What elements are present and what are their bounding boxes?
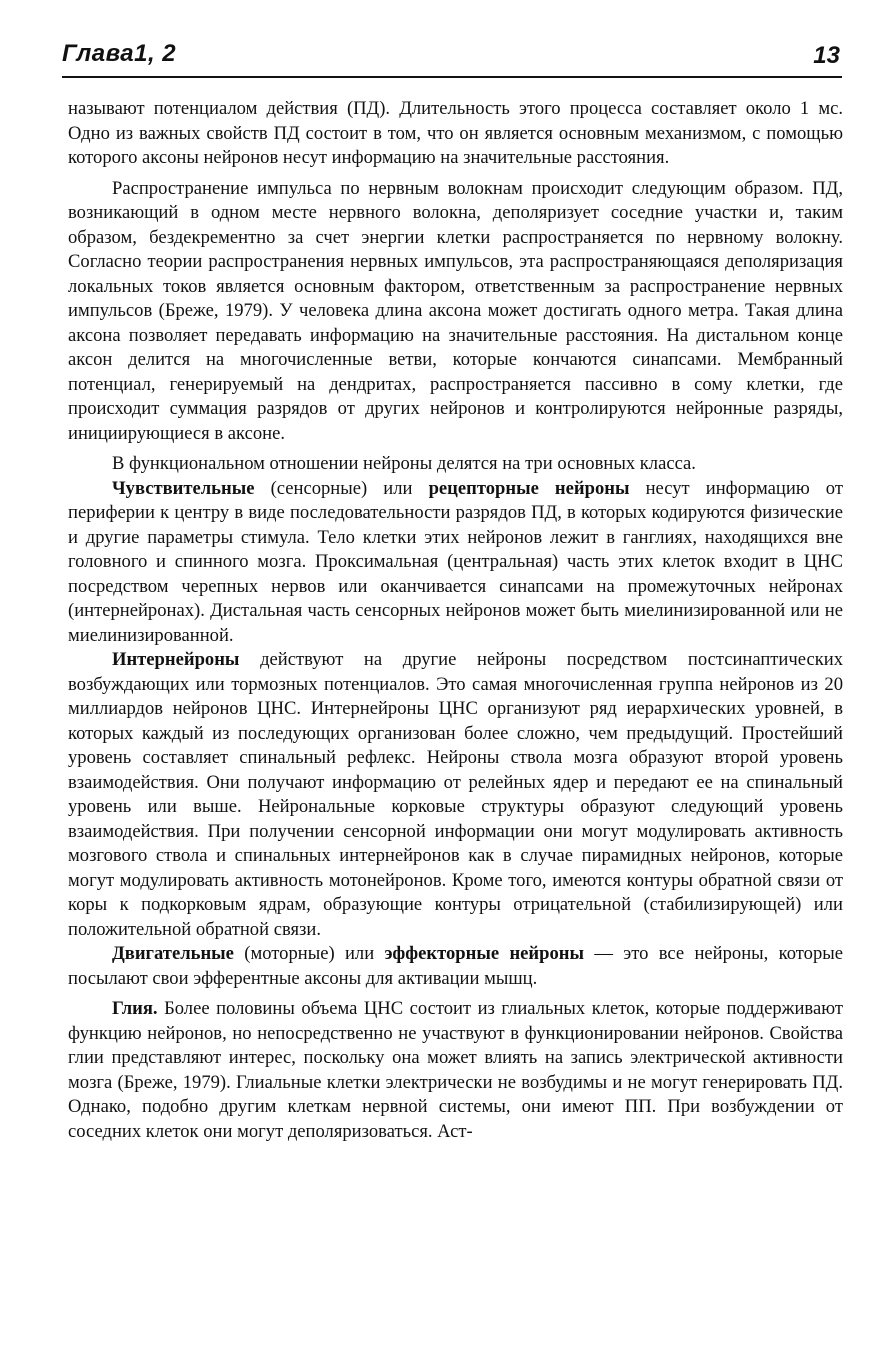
paragraph-sensory-neurons bbox=[68, 477, 843, 649]
paragraph-text: Более половины объема ЦНС состоит из глиальных клеток, которые поддерживают функцию нейронов, но непосредственно не участвуют в функционировании нейронов. Свойства глии представляют интерес, поскольку она может влиять на запись электрической активности мозга (Бреже, 1979). Глиальные клетки электрически не возбудимы и не могут генерировать ПД. Однако, подобно другим клеткам нервной системы, они имеют ПП. При возбуждении от соседних клеток они могут деполяризоваться. Аст- bbox=[68, 998, 843, 1142]
paragraph-motor-neurons bbox=[68, 942, 843, 991]
term-sensory: Чувствительные bbox=[112, 477, 255, 499]
paragraph-neuron-classes bbox=[68, 452, 843, 477]
paragraph-text: называют потенциалом действия (ПД). Длительность этого процесса составляет около 1 мс. Одно из важных свойств ПД состоит в том, что он является основным механизмом, с помощью которого аксоны нейронов несут информацию на значительные расстояния. bbox=[68, 98, 843, 168]
page-number: 13 bbox=[813, 42, 840, 69]
body-text bbox=[68, 97, 843, 1144]
chapter-label: Глава1, 2 bbox=[62, 40, 177, 67]
paragraph-action-potential bbox=[68, 97, 843, 171]
paragraph-text: В функциональном отношении нейроны делятся на три основных класса. bbox=[112, 453, 696, 474]
paragraph-text: — это все нейроны, которые посылают свои эфферентные аксоны для активации мышц. bbox=[68, 943, 844, 989]
paragraph-text: действуют на другие нейроны посредством постсинаптических возбуждающих или тормозных потенциалов. Это самая многочисленная группа нейронов из 20 миллиардов нейронов ЦНС. Интернейроны ЦНС организуют ряд иерархических уровней, в которых каждый из последующих организован более сложно, чем предыдущий. Простейший уровень составляет спинальный рефлекс. Нейроны ствола мозга образуют второй уровень взаимодействия. Они получают информацию от релейных ядер и передают ее на спинальный уровень или выше. Нейрональные корковые структуры образуют следующий уровень взаимодействия. При получении сенсорной информации они могут модулировать активность мозгового ствола и спинальных интернейронов как в случае пирамидных нейронов, которые могут модулировать активность мотонейронов. Кроме того, имеются контуры обратной связи от коры к подкорковым ядрам, образующие контуры отрицательной (стабилизирующей) или положительной обратной связи. bbox=[68, 649, 843, 940]
paragraph-text: Распространение импульса по нервным волокнам происходит следующим образом. ПД, возникающий в одном месте нервного волокна, деполяризует соседние участки и, таким образом, бездекрементно за счет энергии клетки распространяется по нервному волокну. Согласно теории распространения нервных импульсов, эта распространяющаяся деполяризация локальных токов является основным фактором, ответственным за распространение нервных импульсов (Бреже, 1979). У человека длина аксона может достигать одного метра. Такая длина аксона позволяет передавать информацию на значительные расстояния. На дистальном конце аксон делится на многочисленные ветви, которые кончаются синапсами. Мембранный потенциал, генерируемый на дендритах, распространяется пассивно в сому клетки, где происходит суммация разрядов от других нейронов и контролируются нейронные разряды, инициирующиеся в аксоне. bbox=[68, 177, 843, 444]
term-motor: Двигательные bbox=[112, 943, 234, 964]
paragraph-impulse-propagation bbox=[68, 177, 843, 447]
term-connector: (моторные) или bbox=[233, 943, 385, 964]
term-effector-neurons: эффекторные нейроны bbox=[384, 943, 585, 964]
running-header bbox=[62, 40, 842, 78]
term-connector: (сенсорные) или bbox=[254, 477, 429, 499]
term-interneurons: Интернейроны bbox=[112, 649, 240, 670]
paragraph-glia bbox=[68, 997, 843, 1144]
term-receptor-neurons: рецепторные нейроны bbox=[428, 477, 630, 499]
paragraph-interneurons bbox=[68, 648, 843, 942]
term-glia: Глия. bbox=[112, 998, 158, 1019]
paragraph-text: несут информацию от периферии к центру в виде последовательности разрядов ПД, в которых кодируются физические и другие параметры стимула. Тело клетки этих нейронов лежит в ганглиях, находящихся вне головного и спинного мозга. Проксимальная (центральная) часть этих клеток входит в ЦНС посредством черепных нервов или оканчивается синапсами на промежуточных нейронах (интернейронах). Дистальная часть сенсорных нейронов может быть миелинизированной или не миелинизированной. bbox=[68, 477, 843, 646]
